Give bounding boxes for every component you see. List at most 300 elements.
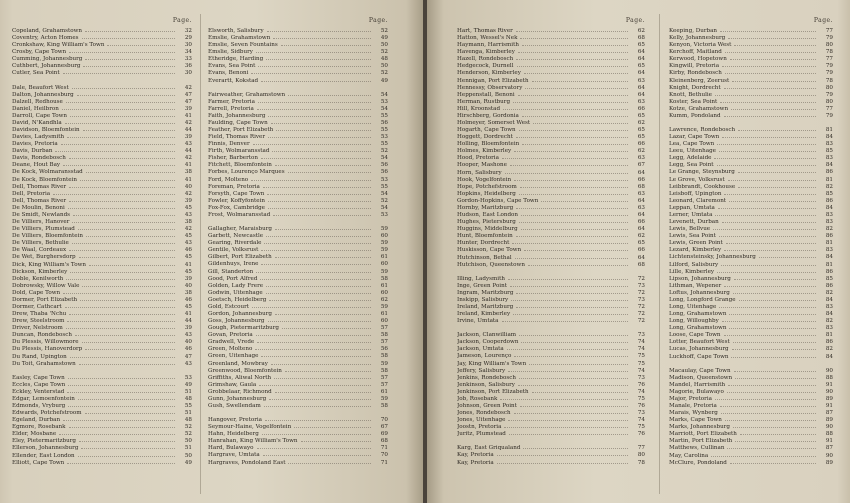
index-entry — [457, 233, 645, 240]
entry-name: Deane, Hout Bay — [12, 162, 61, 169]
index-entry — [669, 445, 833, 452]
index-entry — [12, 63, 192, 70]
page-number: 43 — [184, 141, 192, 148]
page-number: 58 — [380, 353, 388, 360]
dot-leader — [78, 456, 175, 457]
dot-leader — [86, 172, 175, 173]
page-number: 83 — [825, 325, 833, 332]
dot-leader — [734, 371, 816, 372]
dot-leader — [728, 180, 816, 181]
dot-leader — [731, 109, 816, 110]
page-number: 78 — [637, 459, 645, 466]
page-number: 79 — [825, 63, 833, 70]
entry-name: Faulding, Cape Town — [208, 119, 268, 126]
dot-leader — [516, 31, 628, 32]
dot-leader — [715, 95, 816, 96]
dot-leader — [533, 123, 628, 124]
index-entry — [669, 35, 833, 42]
dot-leader — [62, 109, 175, 110]
dot-leader — [268, 201, 371, 202]
page-number: 84 — [825, 254, 833, 261]
page-number: 45 — [184, 233, 192, 240]
index-entry — [457, 389, 645, 396]
entry-name: Huggins, Middelburg — [457, 226, 518, 233]
dot-leader — [510, 165, 628, 166]
group-spacer — [12, 368, 192, 375]
entry-name: Daniel, Heilbron — [12, 105, 59, 112]
page-number: 82 — [825, 183, 833, 190]
index-entry — [208, 353, 388, 360]
index-entry — [12, 460, 192, 467]
index-entry — [208, 191, 388, 198]
index-entry — [457, 219, 645, 226]
index-entry — [208, 162, 388, 169]
entry-name: Lerner, Umtata — [669, 211, 713, 218]
entry-name: Kerchoff, Maitland — [669, 49, 722, 56]
page-number: 65 — [637, 134, 645, 141]
entry-name: Gildenhuys, Irene — [208, 261, 259, 268]
entry-name: Jackson, Clanwilliam — [457, 332, 517, 339]
entry-name: Elder, Mosbane — [12, 431, 57, 438]
dot-leader — [269, 399, 371, 400]
page-number: 39 — [184, 197, 192, 204]
index-entry — [457, 460, 645, 467]
dot-leader — [726, 243, 816, 244]
entry-name: Egmore, Rosebank — [12, 424, 66, 431]
entry-name: Hogarth, Cape Town — [457, 127, 516, 134]
dot-leader — [513, 314, 628, 315]
page-number: 72 — [637, 303, 645, 310]
entry-name: Feather, Port Elizabeth — [208, 127, 274, 134]
entry-name: Hoggett, Dordrecht — [457, 134, 513, 141]
page-number: 59 — [380, 360, 388, 367]
dot-leader — [720, 406, 816, 407]
entry-name: May, Carolina — [669, 452, 709, 459]
page-number: 87 — [825, 445, 833, 452]
entry-name: Cutler, Sea Point — [12, 70, 60, 77]
index-entry — [208, 389, 388, 396]
index-entry — [457, 226, 645, 233]
page-number: 65 — [637, 240, 645, 247]
entry-name: Doble, Kenilworth — [12, 275, 64, 282]
index-entry — [208, 460, 388, 467]
dot-leader — [721, 413, 816, 414]
entry-name: Knott, Bethulie — [669, 91, 712, 98]
dot-leader — [738, 187, 816, 188]
dot-leader — [261, 264, 371, 265]
page-number: 74 — [637, 367, 645, 374]
dot-leader — [739, 300, 816, 301]
dot-leader — [519, 130, 628, 131]
page-number: 64 — [637, 91, 645, 98]
page-number: 65 — [637, 112, 645, 119]
page-number: 82 — [825, 346, 833, 353]
dot-leader — [524, 250, 628, 251]
index-entry — [457, 63, 645, 70]
page-number: 73 — [637, 296, 645, 303]
dot-leader — [532, 392, 628, 393]
entry-name: Dold, Cape Town — [12, 289, 61, 296]
dot-leader — [505, 173, 628, 174]
dot-leader — [497, 463, 628, 464]
dot-leader — [515, 258, 628, 259]
page-number: 66 — [637, 176, 645, 183]
index-entry — [457, 212, 645, 219]
index-entry — [669, 240, 833, 247]
index-entry — [208, 424, 388, 431]
entry-name: Jameson, Lourenço — [457, 353, 512, 360]
dot-leader — [257, 448, 371, 449]
index-entry — [669, 311, 833, 318]
dot-leader — [251, 73, 371, 74]
page-number: 45 — [184, 254, 192, 261]
dot-leader — [85, 413, 175, 414]
entry-name: Levenett, Durban — [669, 219, 719, 226]
dot-leader — [523, 448, 628, 449]
entry-name: Keeping, Durban — [669, 28, 718, 34]
dot-leader — [529, 364, 628, 365]
dot-leader — [251, 180, 371, 181]
page-number: 33 — [184, 56, 192, 63]
entry-name: Ellerson, Johannesburg — [12, 445, 79, 452]
entry-name: Lewis, Bellvue — [669, 226, 711, 233]
dot-leader — [516, 59, 628, 60]
entry-name: Gentile, Volksrust — [208, 247, 259, 254]
entry-name: Lewis, Sea Point — [669, 233, 716, 240]
dot-leader — [522, 116, 628, 117]
page-number: 57 — [380, 374, 388, 381]
dot-leader — [69, 187, 175, 188]
index-entry — [12, 99, 192, 106]
index-entry — [12, 410, 192, 417]
page-column-header: Page. — [625, 17, 645, 24]
entry-name: Coventry, Acton Homes — [12, 35, 79, 42]
entry-name: Jones, Uitenhage — [457, 417, 506, 424]
dot-leader — [728, 38, 816, 39]
dot-leader — [503, 109, 628, 110]
index-entry — [669, 276, 833, 283]
index-entry — [669, 396, 833, 403]
dot-leader — [271, 364, 371, 365]
entry-name: Evans, Sea Point — [208, 63, 256, 70]
dot-leader — [519, 222, 628, 223]
index-entry — [457, 191, 645, 198]
index-entry — [208, 240, 388, 247]
entry-name: Job, Rosebank — [457, 395, 498, 402]
page-number: 69 — [380, 431, 388, 438]
dot-leader — [517, 66, 629, 67]
page-number: 61 — [380, 310, 388, 317]
entry-name: Kenyon, Victoria West — [669, 42, 732, 49]
page-number: 56 — [380, 346, 388, 353]
dot-leader — [67, 137, 175, 138]
index-entry — [457, 70, 645, 77]
index-entry — [457, 375, 645, 382]
page-number: 59 — [380, 268, 388, 275]
page-number: 50 — [380, 63, 388, 70]
dot-leader — [261, 356, 371, 357]
page-number: 65 — [637, 127, 645, 134]
dot-leader — [520, 187, 628, 188]
page-number: 45 — [184, 204, 192, 211]
index-entry — [208, 49, 388, 56]
dot-leader — [70, 357, 175, 358]
index-entry — [208, 304, 388, 311]
page-number: 79 — [825, 112, 833, 119]
dot-leader — [722, 66, 816, 67]
dot-leader — [260, 279, 371, 280]
dot-leader — [257, 109, 371, 110]
index-entry — [669, 424, 833, 431]
entry-name: Dormer, Port Elizabeth — [12, 296, 78, 303]
page-number: 38 — [184, 169, 192, 176]
group-spacer — [208, 410, 388, 417]
page-number: 52 — [380, 197, 388, 204]
page-number: 89 — [825, 417, 833, 424]
entry-name: Kay, Pretoria — [457, 452, 494, 459]
page-number: 60 — [380, 261, 388, 268]
dot-leader — [731, 357, 816, 358]
entry-name: Emslie, Sidbury — [208, 49, 253, 56]
dot-leader — [82, 38, 175, 39]
index-entry — [12, 276, 192, 283]
page-number: 64 — [637, 254, 645, 261]
entry-name: Emslie, Grahamstown — [208, 35, 271, 42]
entry-name: Edwards, Potchefstroom — [12, 410, 82, 417]
entry-name: Hill, Kroonstad — [457, 105, 501, 112]
entry-name: Jackson, Cooperdown — [457, 339, 519, 346]
index-entry — [457, 85, 645, 92]
entry-name: Grimshaw, Gaula — [208, 381, 257, 388]
dot-leader — [511, 300, 628, 301]
page-number: 52 — [380, 70, 388, 77]
dot-leader — [68, 208, 175, 209]
entry-name: Emslie, Seven Fountains — [208, 42, 278, 49]
entry-name: Mandel, Harrismith — [669, 381, 726, 388]
entry-name: Gallagher, Maraisburg — [208, 226, 272, 233]
index-entry — [208, 403, 388, 410]
entry-name: De Waal, Cordeaux — [12, 247, 67, 254]
dot-leader — [259, 385, 371, 386]
dot-leader — [63, 165, 175, 166]
index-entry — [669, 262, 833, 269]
index-entry — [669, 438, 833, 445]
page-number: 64 — [637, 169, 645, 176]
entry-name: Gunn, Johannesburg — [208, 395, 267, 402]
index-entry — [457, 205, 645, 212]
dot-leader — [256, 272, 371, 273]
entry-name: Gordon, Johannesburg — [208, 310, 272, 317]
dot-leader — [497, 455, 628, 456]
page-number: 47 — [184, 91, 192, 98]
dot-leader — [70, 116, 175, 117]
entry-name: Hangover, Pretoria — [208, 417, 263, 424]
dot-leader — [714, 158, 816, 159]
index-entry — [208, 212, 388, 219]
entry-name: Frost, Wolmaransstad — [208, 211, 271, 218]
dot-leader — [273, 38, 371, 39]
dot-leader — [73, 215, 175, 216]
entry-name: Lucas, Johannesburg — [669, 346, 729, 353]
dot-leader — [68, 406, 175, 407]
index-entry — [457, 452, 645, 459]
index-entry — [457, 92, 645, 99]
entry-name: Loose, Cape Town — [669, 332, 721, 339]
page-number: 40 — [184, 282, 192, 289]
entry-name: Greenwood, Bloemfontein — [208, 367, 282, 374]
index-entry — [208, 92, 388, 99]
index-entry — [12, 424, 192, 431]
entry-name: Manale, Pretoria — [669, 402, 717, 409]
index-entry — [457, 240, 645, 247]
dot-leader — [720, 31, 816, 32]
dot-leader — [275, 229, 371, 230]
dot-leader — [252, 307, 371, 308]
entry-name: De Villiers, Bethulie — [12, 240, 69, 247]
dot-leader — [525, 88, 628, 89]
page-number: 43 — [184, 240, 192, 247]
index-entry — [457, 170, 645, 177]
page-number: 34 — [184, 49, 192, 56]
dot-leader — [288, 463, 371, 464]
dot-leader — [79, 257, 175, 258]
entry-name: De Wet, Burghersdorp — [12, 254, 76, 261]
dot-leader — [516, 236, 628, 237]
entry-name: Seymour-Haine, Vogelfontein — [208, 424, 292, 431]
dot-leader — [522, 144, 628, 145]
entry-name: De Villiers, Bloemfontein — [12, 233, 83, 240]
entry-name: Ireland, Maritzburg — [457, 303, 514, 310]
page-number: 75 — [637, 395, 645, 402]
page-number: 80 — [825, 42, 833, 49]
index-entry — [457, 49, 645, 56]
entry-name: Foreman, Pretoria — [208, 183, 260, 190]
page-number: 55 — [380, 112, 388, 119]
dot-leader — [724, 88, 816, 89]
index-entry — [669, 339, 833, 346]
dot-leader — [264, 243, 371, 244]
dot-leader — [86, 236, 175, 237]
dot-leader — [82, 342, 175, 343]
entry-name: Edmonds, Vryburg — [12, 402, 66, 409]
entry-name: Forsyth, Cape Town — [208, 190, 265, 197]
index-entry — [208, 346, 388, 353]
dot-leader — [510, 286, 628, 287]
dot-leader — [265, 420, 371, 421]
index-entry — [669, 63, 833, 70]
page-number: 49 — [184, 381, 192, 388]
index-entry — [208, 169, 388, 176]
entry-name: Leibbrandt, Cookhouse — [669, 183, 736, 190]
page-number: 59 — [380, 395, 388, 402]
index-entry — [669, 318, 833, 325]
page-number: 81 — [825, 127, 833, 134]
page-number: 68 — [637, 35, 645, 42]
entry-name: Ingram, Maritzburg — [457, 289, 514, 296]
index-entry — [669, 85, 833, 92]
dot-leader — [721, 265, 816, 266]
page-number: 50 — [184, 452, 192, 459]
index-entry — [457, 353, 645, 360]
entry-name: Fowler, Koffyfontein — [208, 197, 265, 204]
group-spacer — [457, 438, 645, 445]
page-number: 53 — [380, 134, 388, 141]
dot-leader — [733, 342, 816, 343]
dot-leader — [508, 371, 628, 372]
dot-leader — [267, 31, 371, 32]
index-entry — [669, 177, 833, 184]
entry-name: Hanrahan, King William's Town — [208, 438, 298, 445]
page-number: 41 — [184, 261, 192, 268]
dot-leader — [80, 180, 175, 181]
index-entry — [457, 290, 645, 297]
entry-name: Dobrowsky, Willow Vale — [12, 282, 80, 289]
page-number: 53 — [380, 176, 388, 183]
entry-name: Dell, Thomas River — [12, 183, 67, 190]
entry-name: Dell, Thomas River — [12, 197, 67, 204]
dot-leader — [85, 349, 175, 350]
dot-leader — [81, 448, 175, 449]
entry-name: Hatton, Wessel's Nek — [457, 35, 518, 42]
entry-name: Davidson, Bloemfontein — [12, 127, 80, 134]
entry-name: Kotze, Grahamstown — [669, 105, 729, 112]
page-number: 83 — [825, 155, 833, 162]
entry-name: Finnis, Denver — [208, 141, 250, 148]
entry-name: Dalzell, Redhouse — [12, 98, 63, 105]
page-number: 41 — [184, 311, 192, 318]
index-entry — [208, 148, 388, 155]
dot-leader — [514, 180, 628, 181]
page-number: 82 — [825, 289, 833, 296]
entry-name: Gush, Swellendam — [208, 402, 261, 409]
group-spacer — [12, 78, 192, 85]
index-entry — [12, 28, 192, 35]
page-number: 81 — [825, 240, 833, 247]
page-number: 38 — [184, 219, 192, 226]
index-entry — [457, 382, 645, 389]
page-number: 42 — [184, 119, 192, 126]
index-entry — [12, 382, 192, 389]
entry-name: Jenkinson, Salisbury — [457, 381, 515, 388]
page-number: 53 — [380, 98, 388, 105]
page-number: 59 — [380, 303, 388, 310]
dot-leader — [82, 286, 175, 287]
index-entry — [669, 233, 833, 240]
page-number: 60 — [380, 233, 388, 240]
dot-leader — [261, 158, 371, 159]
page-number: 41 — [184, 112, 192, 119]
dot-leader — [72, 88, 175, 89]
entry-name: Godwin, Uitenhage — [208, 289, 263, 296]
page-number: 43 — [184, 360, 192, 367]
page-number: 38 — [184, 289, 192, 296]
page-number: 73 — [637, 374, 645, 381]
index-entry — [12, 92, 192, 99]
entry-name: Lipson, Johannesburg — [669, 275, 731, 282]
entry-name: Farmer, Pretoria — [208, 98, 255, 105]
dot-leader — [69, 158, 175, 159]
dot-leader — [715, 215, 816, 216]
entry-name: Forbes, Lourenço Marques — [208, 169, 285, 176]
page-number: 80 — [637, 452, 645, 459]
index-entry — [669, 332, 833, 339]
page-number: 84 — [825, 311, 833, 318]
dot-leader — [59, 434, 175, 435]
index-entry — [457, 56, 645, 63]
page-number: 43 — [184, 332, 192, 339]
entry-name: Dick, King William's Town — [12, 261, 86, 268]
dot-leader — [717, 165, 816, 166]
